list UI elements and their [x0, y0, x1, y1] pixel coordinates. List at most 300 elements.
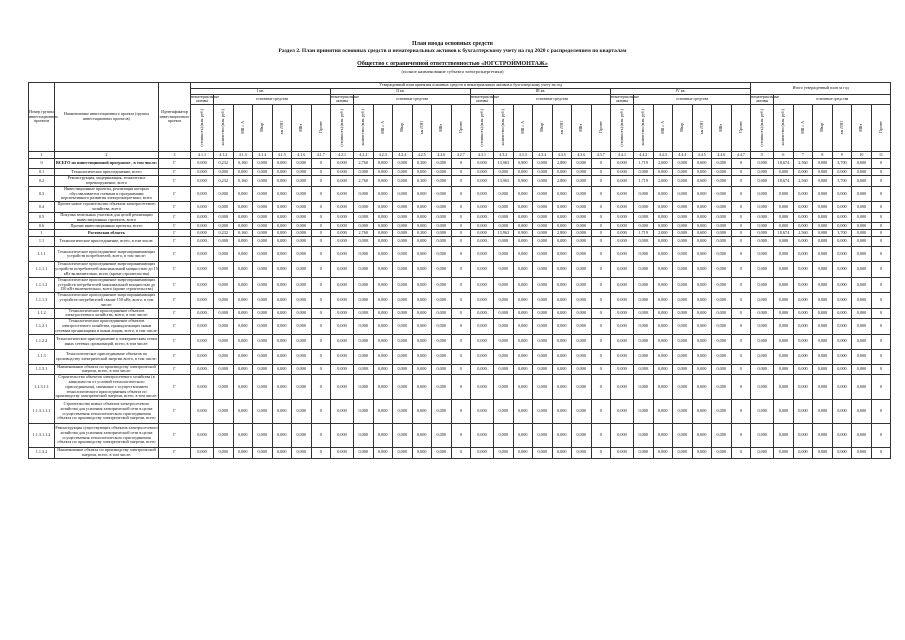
row-value: 0,000: [233, 375, 253, 400]
row-value: 0,000: [412, 375, 432, 400]
row-value: 0: [591, 159, 611, 169]
row-value: 0: [871, 212, 891, 223]
header-unit-label: Мвар: [400, 122, 405, 132]
row-value: 0,000: [272, 349, 292, 364]
row-value: 2,800: [552, 176, 572, 187]
row-value: 0,000: [412, 202, 432, 213]
row-value: 0,000: [191, 169, 214, 176]
header-unit-label: МВ×А: [520, 120, 525, 134]
row-value: 0,000: [432, 176, 452, 187]
row-value: 0,000: [751, 202, 774, 213]
row-project-id: Г: [159, 349, 191, 364]
row-value: 0,000: [272, 293, 292, 308]
row-value: 0,000: [572, 375, 592, 400]
row-value: 0,000: [852, 334, 872, 349]
row-value: 0,000: [813, 237, 833, 247]
row-value: 0,000: [832, 319, 852, 334]
row-value: 0,000: [533, 247, 553, 262]
row-value: 0,000: [191, 293, 214, 308]
row-value: 0,000: [692, 247, 712, 262]
row-value: 2,800: [552, 230, 572, 237]
row-value: 0,000: [712, 319, 732, 334]
row-project-id: Г: [159, 375, 191, 400]
row-value: 0,000: [712, 169, 732, 176]
column-number: 4.1.1: [191, 152, 214, 159]
row-value: 0,000: [393, 334, 413, 349]
row-value: 0,000: [793, 212, 813, 223]
row-value: 0,000: [653, 223, 673, 230]
row-value: 0,000: [813, 202, 833, 213]
row-value: 0,000: [653, 400, 673, 424]
header-unit: [793, 105, 813, 152]
row-value: 0: [731, 230, 751, 237]
document-header: [0, 40, 905, 75]
row-value: 0,000: [533, 202, 553, 213]
row-value: 0: [591, 448, 611, 459]
row-value: 0,000: [653, 319, 673, 334]
row-value: 0: [871, 230, 891, 237]
row-value: 0,000: [331, 364, 354, 375]
row-value: 0,000: [233, 424, 253, 448]
row-value: 0,000: [774, 247, 794, 262]
header-unit: [292, 105, 312, 152]
row-value: 0,900: [513, 159, 533, 169]
row-project-id: Г: [159, 277, 191, 292]
row-value: 0: [871, 247, 891, 262]
row-value: 0,000: [393, 319, 413, 334]
row-value: 0,000: [692, 375, 712, 400]
row-value: 0,000: [673, 349, 693, 364]
row-value: 0: [871, 448, 891, 459]
row-value: 0,000: [471, 202, 494, 213]
row-value: 0,000: [513, 223, 533, 230]
row-value: 0,000: [272, 202, 292, 213]
row-value: 0,000: [354, 319, 374, 334]
row-value: 0,000: [751, 277, 774, 292]
row-value: 0,000: [793, 448, 813, 459]
row-number: 1.1.1.1: [29, 262, 55, 277]
row-value: 2,800: [552, 159, 572, 169]
row-value: 0,000: [513, 400, 533, 424]
row-value: 0,000: [832, 364, 852, 375]
row-value: 0,000: [331, 400, 354, 424]
row-value: 0,000: [494, 247, 514, 262]
row-value: 0,900: [513, 230, 533, 237]
row-value: 0,000: [272, 237, 292, 247]
row-value: 0,000: [813, 375, 833, 400]
row-value: 0,000: [253, 223, 273, 230]
header-intangible: нематериальные активы: [751, 93, 780, 104]
row-value: 0,000: [292, 202, 312, 213]
row-value: 0,000: [354, 186, 374, 201]
row-value: 0: [591, 424, 611, 448]
row-value: 0,000: [272, 247, 292, 262]
row-value: 0,000: [494, 169, 514, 176]
row-value: 0,000: [471, 223, 494, 230]
row-value: 0,000: [292, 400, 312, 424]
row-value: 0,000: [513, 293, 533, 308]
row-value: 0,000: [393, 237, 413, 247]
header-unit-label: (стоимость) (млн. руб.): [760, 108, 765, 147]
row-value: 0,000: [634, 334, 654, 349]
header-intangible: нематериальные активы: [191, 93, 219, 104]
row-value: 0: [591, 293, 611, 308]
row-value: 2,000: [653, 176, 673, 187]
row-value: 0,000: [793, 349, 813, 364]
row-value: 0,000: [751, 293, 774, 308]
row-value: 0,000: [634, 237, 654, 247]
row-value: 0,000: [272, 230, 292, 237]
row-value: 0,000: [471, 186, 494, 201]
row-value: 0,000: [852, 237, 872, 247]
row-value: 0,000: [494, 277, 514, 292]
row-value: 0,000: [191, 176, 214, 187]
row-value: 0: [451, 212, 471, 223]
row-value: 0: [311, 159, 331, 169]
row-value: 0,000: [292, 186, 312, 201]
row-value: 0: [591, 186, 611, 201]
row-value: 0: [731, 334, 751, 349]
row-value: 0,000: [471, 424, 494, 448]
row-value: 0,000: [832, 400, 852, 424]
row-value: 0: [731, 424, 751, 448]
header-group-number: Номер группы инвестиционных проектов: [29, 83, 55, 152]
row-value: 0: [871, 424, 891, 448]
row-value: 2,560: [793, 159, 813, 169]
row-value: 0,000: [393, 349, 413, 364]
row-value: 0,000: [852, 186, 872, 201]
column-number: 4.1.7: [311, 152, 331, 159]
row-value: 0,000: [432, 169, 452, 176]
row-value: 0,000: [494, 186, 514, 201]
row-value: 0,000: [813, 349, 833, 364]
table-body: [29, 159, 891, 459]
row-value: 0: [591, 212, 611, 223]
row-value: 0,000: [494, 293, 514, 308]
row-value: 0,000: [253, 262, 273, 277]
row-value: 0,000: [712, 293, 732, 308]
table-row: [29, 169, 891, 176]
row-value: 0,000: [533, 308, 553, 319]
row-value: 0,000: [471, 169, 494, 176]
row-value: 0: [871, 176, 891, 187]
row-value: 0,000: [191, 364, 214, 375]
row-value: 0,000: [751, 400, 774, 424]
row-value: 0,000: [292, 247, 312, 262]
row-value: 0,000: [832, 448, 852, 459]
row-value: 0,000: [653, 424, 673, 448]
row-value: 0,000: [692, 400, 712, 424]
row-value: 0,000: [331, 262, 354, 277]
row-value: 0,000: [611, 262, 634, 277]
row-value: 0,000: [494, 375, 514, 400]
row-value: 0,000: [214, 202, 234, 213]
row-value: 0: [311, 375, 331, 400]
row-value: 0,000: [393, 247, 413, 262]
row-value: 0: [311, 334, 331, 349]
row-value: 0,000: [751, 169, 774, 176]
row-value: 0,000: [214, 169, 234, 176]
row-value: 0,000: [373, 186, 393, 201]
row-value: 0,000: [393, 424, 413, 448]
column-number: 4.3.4: [533, 152, 553, 159]
row-value: 0: [591, 169, 611, 176]
row-value: 0,000: [412, 247, 432, 262]
header-quarter-q2: II кв.: [331, 88, 471, 94]
row-value: 0: [871, 334, 891, 349]
row-value: 0,000: [233, 319, 253, 334]
row-value: 0,000: [471, 319, 494, 334]
row-value: 0,000: [852, 176, 872, 187]
row-value: 0,000: [653, 247, 673, 262]
row-value: 0,000: [813, 169, 833, 176]
row-value: 0,000: [331, 230, 354, 237]
row-value: 0,000: [331, 424, 354, 448]
row-value: 0,000: [191, 334, 214, 349]
row-project-name: Технологическое присоединение, всего, в том числе:: [55, 237, 159, 247]
header-unit: [311, 105, 331, 152]
row-value: 0,000: [712, 202, 732, 213]
row-value: 0,000: [373, 223, 393, 230]
row-value: 0,000: [634, 293, 654, 308]
row-value: 0,160: [233, 230, 253, 237]
row-number: 1.1: [29, 237, 55, 247]
row-value: 2,760: [354, 159, 374, 169]
organization-name: Общество с ограниченной ответственностью «ЮГСТРОЙМОНТАЖ»: [357, 61, 548, 67]
row-value: 0,000: [292, 237, 312, 247]
row-value: 0,000: [533, 400, 553, 424]
row-value: 0: [591, 247, 611, 262]
row-value: 0,000: [552, 247, 572, 262]
row-value: 0: [451, 159, 471, 169]
row-value: 0,000: [552, 364, 572, 375]
row-value: 0,000: [494, 364, 514, 375]
row-value: 0,000: [393, 169, 413, 176]
row-value: 0,000: [852, 223, 872, 230]
row-value: 0: [591, 400, 611, 424]
row-value: 0,000: [191, 262, 214, 277]
row-value: 0,000: [751, 247, 774, 262]
row-value: 0,000: [852, 364, 872, 375]
row-value: 0,000: [354, 293, 374, 308]
header-unit: [871, 105, 891, 152]
row-value: 0,000: [653, 169, 673, 176]
header-fixed-assets: основные средства: [634, 94, 751, 105]
row-value: 0,000: [373, 448, 393, 459]
row-value: 0,000: [253, 293, 273, 308]
row-value: 0,000: [774, 223, 794, 230]
row-project-id: Г: [159, 424, 191, 448]
column-number: 4.1.6: [292, 152, 312, 159]
header-unit-label: МВт: [719, 123, 724, 132]
row-value: 0,000: [214, 186, 234, 201]
row-value: 0,000: [813, 400, 833, 424]
row-value: 0,000: [673, 230, 693, 237]
header-quarter-q4: IV кв.: [611, 88, 751, 94]
row-value: 0,000: [373, 212, 393, 223]
column-number: 4.2.6: [432, 152, 452, 159]
row-value: 0,000: [634, 424, 654, 448]
header-unit-label: км ЛЭП: [699, 120, 704, 134]
header-unit: [731, 105, 751, 152]
row-value: 0,000: [852, 159, 872, 169]
row-value: 0,000: [214, 237, 234, 247]
column-number: 9: [832, 152, 852, 159]
column-number: 4.2.4: [393, 152, 413, 159]
row-value: 0,000: [813, 334, 833, 349]
header-unit-label: количество (млн. руб.): [641, 109, 646, 146]
column-number: 10: [852, 152, 872, 159]
row-value: 0,000: [432, 262, 452, 277]
row-value: 0,000: [634, 247, 654, 262]
row-value: 0: [591, 223, 611, 230]
header-unit-label: Мвар: [260, 122, 265, 132]
row-value: 0,000: [412, 223, 432, 230]
row-value: 0,000: [214, 212, 234, 223]
header-unit: [712, 105, 732, 152]
row-value: 0,000: [214, 247, 234, 262]
row-value: 0,000: [513, 319, 533, 334]
header-fixed-assets: основные средства: [774, 94, 891, 105]
header-approved-plan: Утвержденный план принятия основных средств и нематериальных активов к бухгалтерскому учету на год: [191, 83, 751, 89]
row-value: 0,000: [393, 400, 413, 424]
header-unit: [634, 105, 654, 152]
row-value: 0,000: [191, 159, 214, 169]
row-value: 0,000: [233, 277, 253, 292]
row-value: 0,000: [611, 212, 634, 223]
row-value: 0,000: [692, 448, 712, 459]
row-value: 0,232: [214, 159, 234, 169]
row-value: 0,000: [634, 262, 654, 277]
row-value: 0,000: [793, 424, 813, 448]
row-value: 0,000: [494, 448, 514, 459]
row-value: 0,000: [793, 319, 813, 334]
row-value: 0,000: [793, 169, 813, 176]
row-value: 0,000: [673, 319, 693, 334]
row-value: 0,000: [751, 334, 774, 349]
header-intangible: нематериальные активы: [611, 93, 639, 104]
row-value: 0,000: [191, 308, 214, 319]
table-row: [29, 176, 891, 187]
row-value: 0,000: [572, 262, 592, 277]
row-value: 0,000: [852, 202, 872, 213]
column-number: 4.3.6: [572, 152, 592, 159]
row-value: 0,000: [774, 375, 794, 400]
row-project-id: Г: [159, 176, 191, 187]
row-value: 0,000: [412, 319, 432, 334]
row-value: 0: [451, 424, 471, 448]
row-value: 0,000: [673, 202, 693, 213]
row-value: 0,000: [533, 293, 553, 308]
row-value: 0: [311, 237, 331, 247]
row-value: 0,000: [272, 364, 292, 375]
row-value: 0,000: [272, 262, 292, 277]
row-value: 0,000: [832, 349, 852, 364]
row-value: 0,000: [191, 349, 214, 364]
row-value: 0,000: [832, 334, 852, 349]
column-number: 4.3.7: [591, 152, 611, 159]
header-quarter-q1: I кв.: [191, 88, 331, 94]
row-value: 0,000: [634, 169, 654, 176]
row-project-id: Г: [159, 237, 191, 247]
row-value: 0,000: [673, 237, 693, 247]
row-value: 0,000: [432, 424, 452, 448]
row-value: 0: [731, 364, 751, 375]
row-value: 0,000: [272, 277, 292, 292]
row-value: 0,000: [692, 293, 712, 308]
row-value: 2,560: [793, 230, 813, 237]
row-value: 0,000: [393, 262, 413, 277]
row-value: 0,000: [832, 169, 852, 176]
row-value: 0,000: [852, 293, 872, 308]
row-value: 0: [731, 223, 751, 230]
row-value: 0,000: [774, 448, 794, 459]
row-value: 0,000: [572, 448, 592, 459]
row-value: 0,000: [393, 364, 413, 375]
header-unit-label: МВт: [859, 123, 864, 132]
row-value: 0,000: [354, 400, 374, 424]
row-value: 0,000: [292, 364, 312, 375]
row-value: 0,000: [774, 262, 794, 277]
row-value: 0,000: [292, 349, 312, 364]
row-value: 0,000: [611, 319, 634, 334]
row-value: 0,232: [214, 176, 234, 187]
table-row: [29, 262, 891, 277]
row-value: 0,000: [533, 448, 553, 459]
header-unit: [354, 105, 374, 152]
row-project-name: Технологическое присоединение к электрическим сетям иных сетевых организаций, всего, в том числе:: [55, 334, 159, 349]
row-value: 0,000: [354, 424, 374, 448]
row-value: 0,000: [611, 293, 634, 308]
row-value: 0,000: [233, 212, 253, 223]
row-value: 0,000: [471, 159, 494, 169]
row-value: 0,000: [292, 308, 312, 319]
row-value: 0,000: [191, 230, 214, 237]
row-value: 0,000: [751, 159, 774, 169]
row-value: 0,000: [572, 319, 592, 334]
row-value: 0,000: [692, 308, 712, 319]
row-value: 0,000: [513, 448, 533, 459]
row-value: 0: [311, 349, 331, 364]
row-value: 0,000: [552, 212, 572, 223]
row-number: 1.1.3.1.1: [29, 375, 55, 400]
row-value: 0,000: [552, 293, 572, 308]
row-value: 0: [591, 237, 611, 247]
row-value: 0,000: [471, 448, 494, 459]
row-value: 0,000: [513, 212, 533, 223]
row-value: 0: [731, 448, 751, 459]
row-value: 0,000: [354, 202, 374, 213]
row-value: 0,000: [253, 230, 273, 237]
row-value: 0,000: [673, 293, 693, 308]
header-unit: [591, 105, 611, 152]
row-value: 0: [731, 375, 751, 400]
row-project-name: Реконструкция существующих объектов электросетевого хозяйства для усиления электрической сети в целях осуществления технологического присоединения объекта по производству электрической энергии, всего: [55, 424, 159, 448]
row-value: 0,000: [214, 262, 234, 277]
row-project-name: Технологическое присоединение объектов электросетевого хозяйства, принадлежащих иным сетевым организациям и иным лицам, всего, в том числе:: [55, 318, 158, 333]
row-value: 0,600: [692, 230, 712, 237]
row-project-name: Покупка земельных участков для целей реализации инвестиционных проектов, всего: [55, 212, 159, 223]
header-unit: [611, 105, 634, 152]
column-number: 2: [55, 152, 159, 159]
row-value: 0,000: [191, 448, 214, 459]
row-value: 0,000: [412, 424, 432, 448]
row-value: 0,000: [331, 375, 354, 400]
row-value: 0,000: [292, 424, 312, 448]
row-value: 0,000: [793, 400, 813, 424]
row-value: 0,000: [471, 400, 494, 424]
row-value: 0,000: [774, 202, 794, 213]
